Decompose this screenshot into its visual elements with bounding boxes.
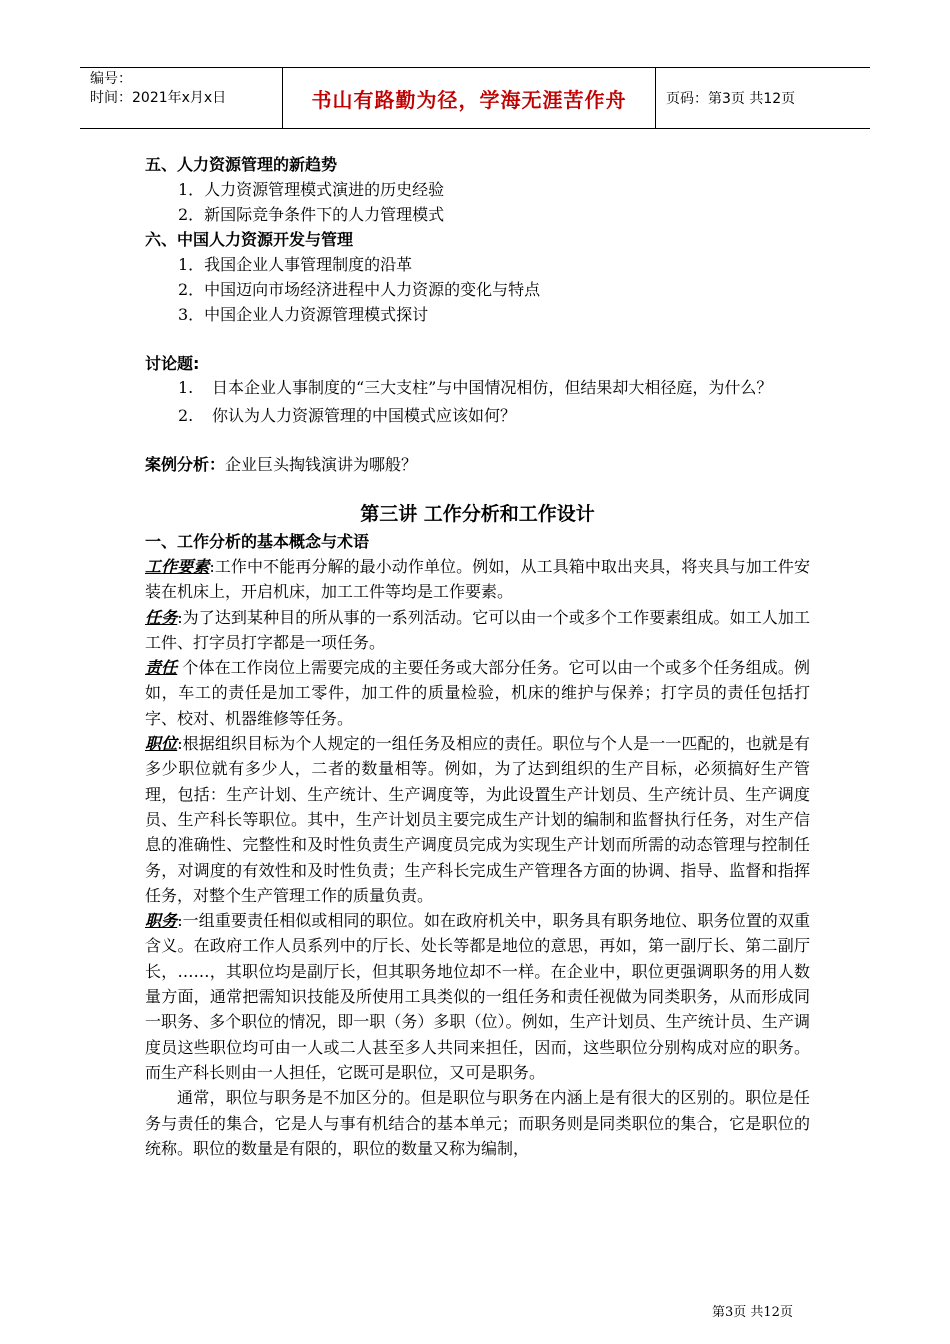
lecture-title: 第三讲 工作分析和工作设计 (360, 503, 595, 525)
time-label: 时间：2021年x月x日 (90, 90, 227, 106)
definition-paragraph (145, 655, 810, 731)
question-text: 你认为人力资源管理的中国模式应该如何？ (212, 406, 517, 425)
definition-paragraph: 职位:根据组织目标为个人规定的一组任务及相应的责任。职位与个人是一一匹配的，也就是有多少职位就有多少人，二者的数量相等。例如，为了达到组织的生产目标，必须搞好生产管理，包括：生产计划、生产统计、生产调度等，为此设置生产计划员、生产统计员、生产调度员、生产科长等职位。其中，生产计划员主要完成生产计划的编制和监督执行任务，对生产信息的准确性、完整性和及时性负责生产调度员完成为实现生产计划而所需的动态管理与控制任务，对调度的有效性和及时性负责；生产科长完成生产管理各方面的协调、指导、监督和指挥任务，对整个生产管理工作的质量负责。 (145, 734, 810, 905)
definition-text: 根据组织目标为个人规定的一组任务及相应的责任。职位与个人是一一匹配的，也就是有多少职位就有多少人，二者的数量相等。例如，为了达到组织的生产目标，必须搞好生产管理，包括：生产计划、生产统计、生产调度等，为此设置生产计划员、生产统计员、生产调度员、生产科长等职位。其中，生产计划员主要完成生产计划的编制和监督执行任务，对生产信息的准确性、完整性和及时性负责生产调度员完成为实现生产计划而所需的动态管理与控制任务，对调度的有效性和及时性负责；生产科长完成生产管理各方面的协调、指导、监督和指挥任务，对整个生产管理工作的质量负责。 (145, 734, 810, 905)
number-label: 编号： (90, 71, 132, 87)
section-1-title: 一、工作分析的基本概念与术语 (145, 532, 370, 551)
outline-item: 2．中国迈向市场经济进程中人力资源的变化与特点 (178, 280, 541, 299)
page-footer: 第3页 共12页 (712, 1305, 793, 1320)
header-page-info: 页码：第3页 共12页 (666, 91, 796, 107)
question-text: 日本企业人事制度的“三大支柱”与中国情况相仿，但结果却大相径庭，为什么？ (212, 378, 773, 397)
outline-item: 3．中国企业人力资源管理模式探讨 (178, 305, 429, 324)
definition-paragraph: 任务:为了达到某种目的所从事的一系列活动。它可以由一个或多个工作要素组成。如工人加工工件、打字员打字都是一项任务。 (145, 607, 810, 652)
definition-text: 工作中不能再分解的最小动作单位。例如，从工具箱中取出夹具，将夹具与加工件安装在机床上，开启机床，加工工件等均是工作要素。 (145, 557, 810, 602)
definition-term: 工作要素 (145, 557, 210, 576)
discussion-question (145, 376, 810, 400)
document-body (145, 152, 810, 1161)
header-motto: 书山有路勤为径，学海无涯苦作舟 (283, 68, 656, 128)
closing-paragraph: 通常，职位与职务是不加区分的。但是职位与职务在内涵上是有很大的区别的。职位是任务与责任的集合，它是人与事有机结合的基本单元；而职务则是同类职位的集合，它是职位的统称。职位的数量是有限的，职位的数量又称为编制， (145, 1088, 810, 1158)
definition-term: 职位 (145, 734, 178, 754)
definition-term: 任务 (145, 607, 178, 627)
outline-section-5-title: 五、人力资源管理的新趋势 (145, 155, 338, 174)
outline-item: 2．新国际竞争条件下的人力管理模式 (178, 205, 445, 224)
discussion-label: 讨论题: (145, 354, 200, 373)
discussion-question (145, 404, 810, 428)
outline-item: 1．人力资源管理模式演进的历史经验 (178, 180, 445, 199)
definition-paragraph: 工作要素:工作中不能再分解的最小动作单位。例如，从工具箱中取出夹具，将夹具与加工件安装在机床上，开启机床，加工工件等均是工作要素。 (145, 557, 810, 602)
header-left-cell (80, 68, 283, 128)
definition-term: 职务 (145, 911, 178, 931)
definition-paragraph: 职务:一组重要责任相似或相同的职位。如在政府机关中，职务具有职务地位、职务位置的双重含义。在政府工作人员系列中的厅长、处长等都是地位的意思，再如，第一副厅长、第二副厅长，……，其职位均是副厅长，但其职务地位却不一样。在企业中，职位更强调职务的用人数量方面，通常把需知识技能及所使用工具类似的一组任务和责任视做为同类职务，从而形成同一职务、多个职位的情况，即一职（务）多职（位）。例如，生产计划员、生产统计员、生产调度员这些职位均可由一人或二人甚至多人共同来担任，因而，这些职位分别构成对应的职务。而生产科长则由一人担任，它既可是职位，又可是职务。 (145, 911, 810, 1082)
outline-item: 1．我国企业人事管理制度的沿革 (178, 255, 413, 274)
question-number: 1. (178, 378, 194, 397)
outline-section-6-title: 六、中国人力资源开发与管理 (145, 230, 354, 249)
definition-text: 个体在工作岗位上需要完成的主要任务或大部分任务。它可以由一个或多个任务组成。例如，车工的责任是加工零件，加工件的质量检验，机床的维护与保养；打字员的责任包括打字、校对、机器维修等任务。 (145, 658, 810, 728)
case-analysis (145, 452, 810, 477)
definition-text: 一组重要责任相似或相同的职位。如在政府机关中，职务具有职务地位、职务位置的双重含义。在政府工作人员系列中的厅长、处长等都是地位的意思，再如，第一副厅长、第二副厅长，……，其职位均是副厅长，但其职务地位却不一样。在企业中，职位更强调职务的用人数量方面，通常把需知识技能及所使用工具类似的一组任务和责任视做为同类职务，从而形成同一职务、多个职位的情况，即一职（务）多职（位）。例如，生产计划员、生产统计员、生产调度员这些职位均可由一人或二人甚至多人共同来担任，因而，这些职位分别构成对应的职务。而生产科长则由一人担任，它既可是职位，又可是职务。 (145, 911, 810, 1082)
question-number: 2. (178, 406, 194, 425)
page-header (80, 67, 870, 129)
case-text: 企业巨头掏钱演讲为哪般？ (225, 455, 418, 474)
case-label: 案例分析： (145, 455, 226, 474)
definition-text: 为了达到某种目的所从事的一系列活动。它可以由一个或多个工作要素组成。如工人加工工件、打字员打字都是一项任务。 (145, 607, 810, 652)
definition-term: 责任 (145, 658, 178, 678)
